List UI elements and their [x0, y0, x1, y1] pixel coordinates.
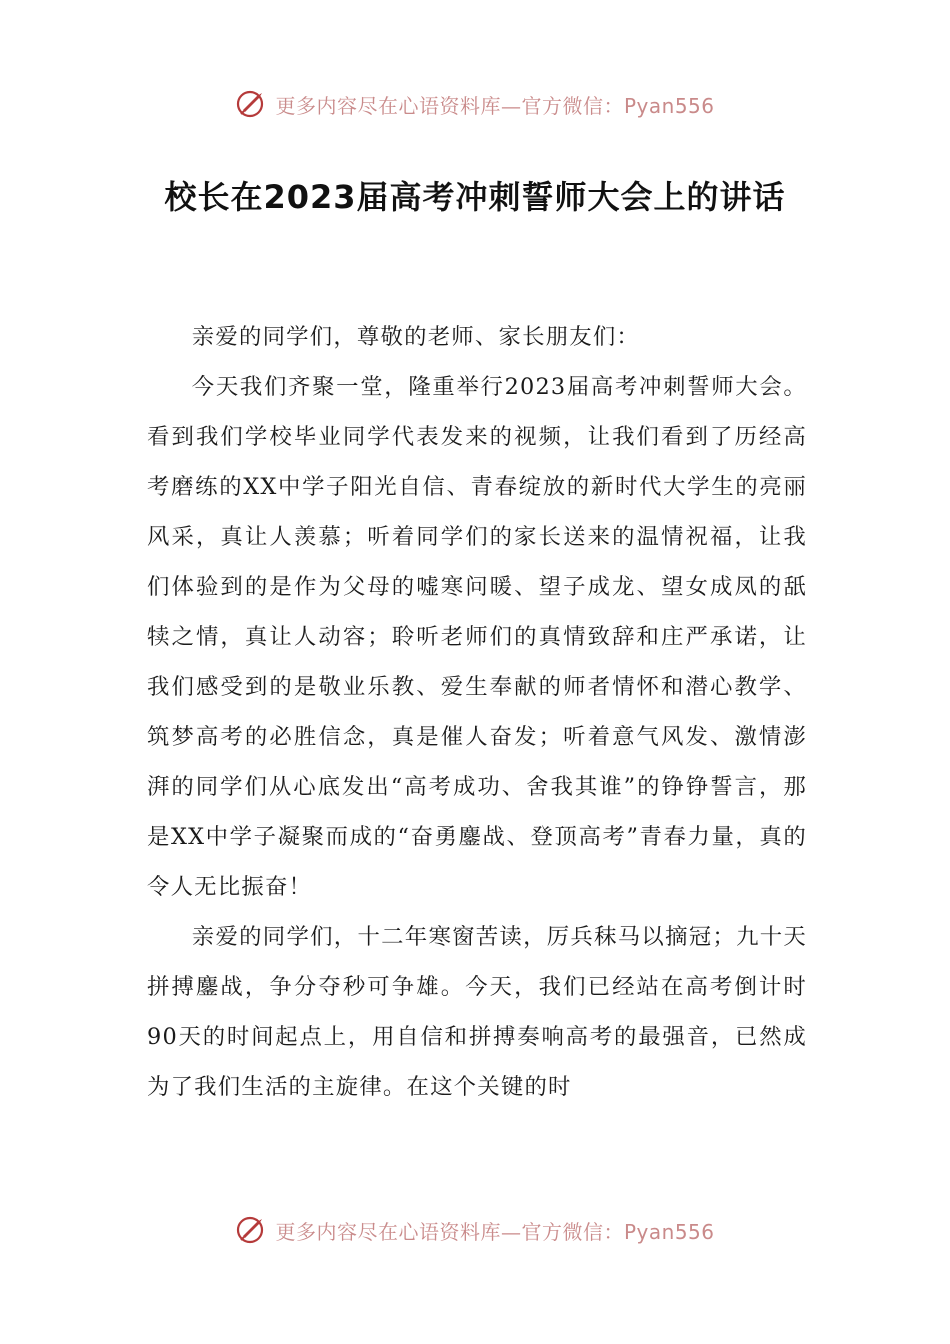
document-title: 校长在2023届高考冲刺誓师大会上的讲话 [164, 178, 786, 216]
header-watermark-banner [0, 84, 950, 124]
footer-watermark-banner [0, 1210, 950, 1250]
paragraph-countdown: 亲爱的同学们，十二年寒窗苦读，厉兵秣马以摘冠；九十天拼搏鏖战，争分夺秒可争雄。今天，我们已经站在高考倒计时90天的时间起点上，用自信和拼搏奏响高考的最强音，已然成为了我们生活的主旋律。在这个关键的时 [147, 924, 807, 1100]
watermark-slogan: 更多内容尽在心语资料库—官方微信： [275, 93, 624, 118]
pen-logo-icon [235, 1213, 269, 1247]
wechat-id: Pyan556 [623, 93, 715, 118]
pen-logo-icon [235, 87, 269, 121]
watermark-slogan: 更多内容尽在心语资料库—官方微信： [275, 1219, 624, 1244]
paragraph-greeting: 亲爱的同学们，尊敬的老师、家长朋友们： [191, 324, 641, 350]
wechat-id: Pyan556 [623, 1219, 715, 1244]
document-body [147, 312, 807, 1112]
watermark-text [275, 1216, 714, 1245]
paragraph-opening: 今天我们齐聚一堂，隆重举行2023届高考冲刺誓师大会。看到我们学校毕业同学代表发来的视频，让我们看到了历经高考磨练的XX中学子阳光自信、青春绽放的新时代大学生的亮丽风采，真让人羡慕；听着同学们的家长送来的温情祝福，让我们体验到的是作为父母的嘘寒问暖、望子成龙、望女成凤的舐犊之情，真让人动容；聆听老师们的真情致辞和庄严承诺，让我们感受到的是敬业乐教、爱生奉献的师者情怀和潜心教学、筑梦高考的必胜信念，真是催人奋发；听着意气风发、激情澎湃的同学们从心底发出“高考成功、舍我其谁”的铮铮誓言，那是XX中学子凝聚而成的“奋勇鏖战、登顶高考”青春力量，真的令人无比振奋！ [147, 374, 807, 900]
watermark-text [275, 90, 714, 119]
